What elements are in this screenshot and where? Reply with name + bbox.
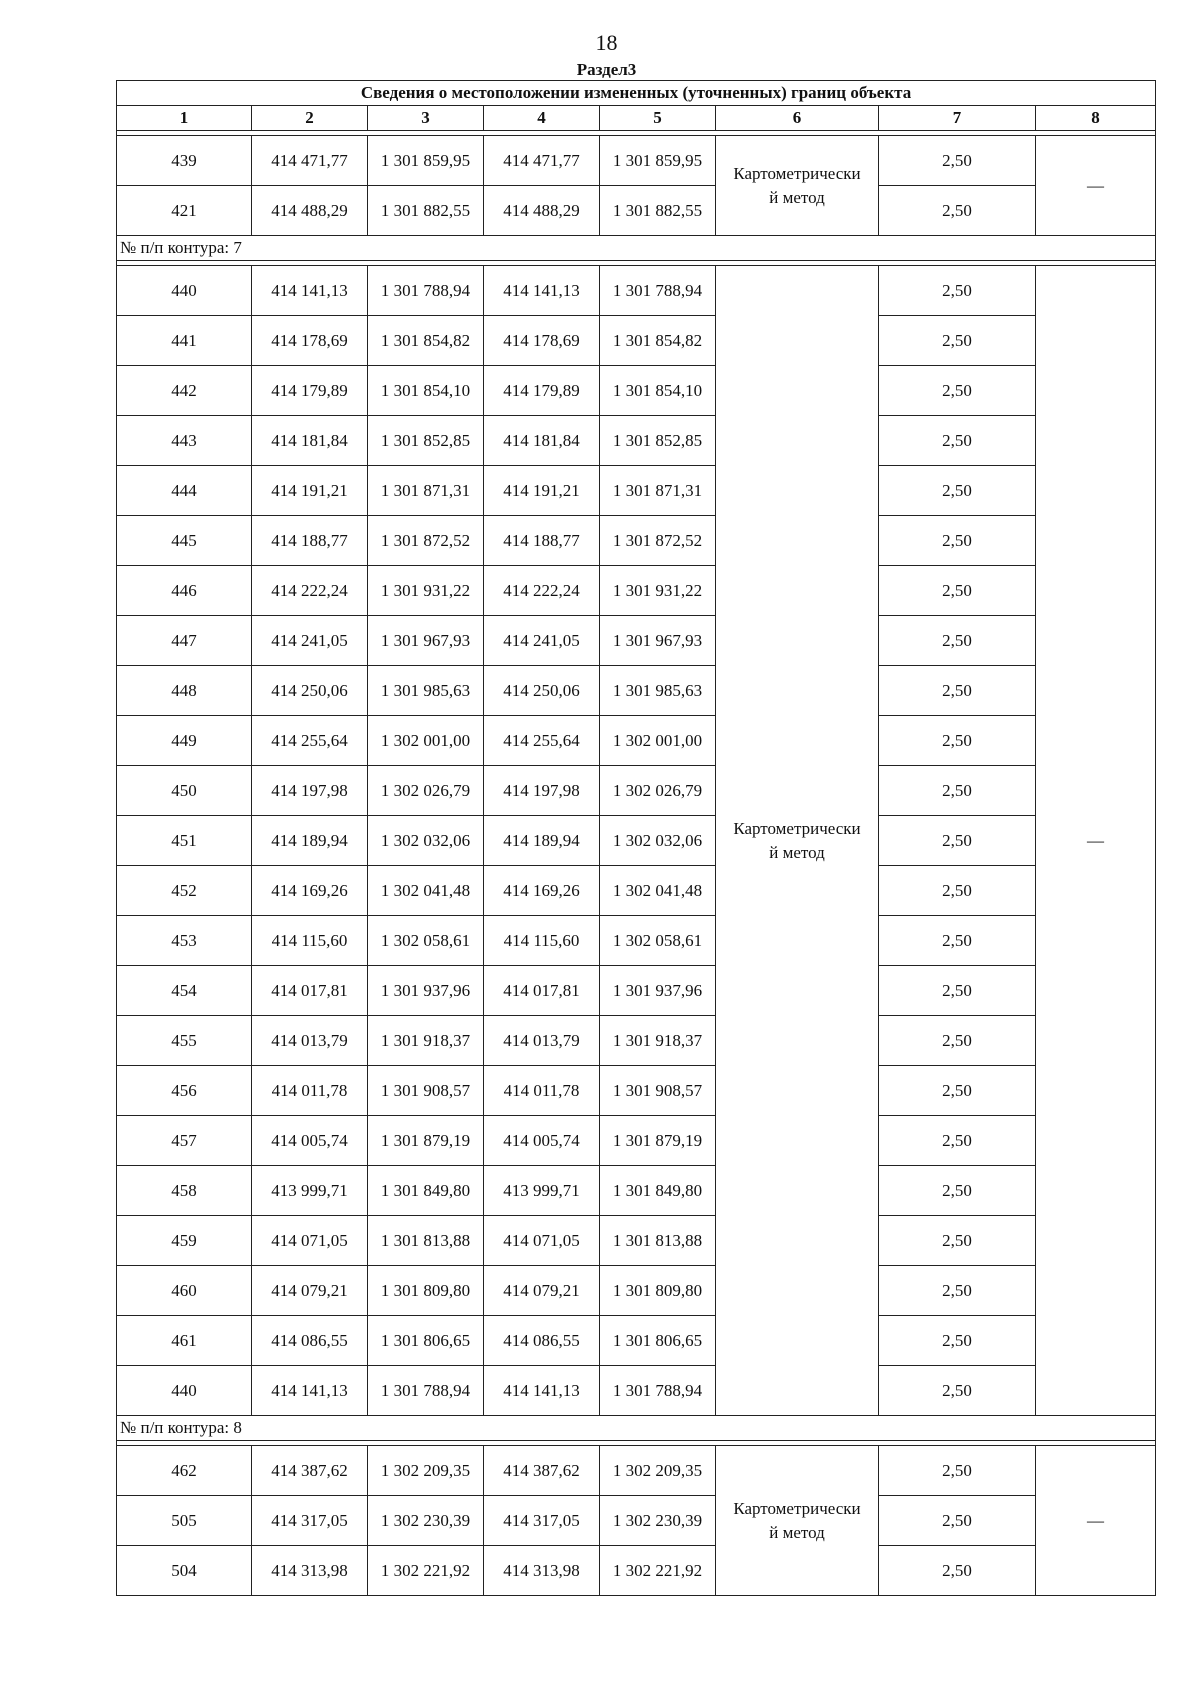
accuracy-cell: 2,50 (879, 1216, 1036, 1266)
y-new-cell: 1 301 813,88 (600, 1216, 716, 1266)
table-row (117, 1016, 1156, 1066)
x-old-cell: 414 179,89 (252, 366, 368, 416)
contour-label-text: № п/п контура: (120, 238, 230, 257)
x-new-cell: 414 181,84 (484, 416, 600, 466)
column-number-row (117, 106, 1156, 131)
x-new-cell: 414 141,13 (484, 266, 600, 316)
accuracy-cell: 2,50 (879, 1496, 1036, 1546)
table-row (117, 716, 1156, 766)
x-old-cell: 414 011,78 (252, 1066, 368, 1116)
contour-label-text: № п/п контура: (120, 1418, 230, 1437)
point-number-cell: 504 (117, 1546, 252, 1596)
notes-dash-cell: — (1036, 136, 1156, 236)
x-old-cell: 414 387,62 (252, 1446, 368, 1496)
x-new-cell: 414 005,74 (484, 1116, 600, 1166)
accuracy-cell: 2,50 (879, 466, 1036, 516)
y-old-cell: 1 301 809,80 (368, 1266, 484, 1316)
accuracy-cell: 2,50 (879, 716, 1036, 766)
accuracy-cell: 2,50 (879, 966, 1036, 1016)
notes-dash-cell: — (1036, 1446, 1156, 1596)
x-old-cell: 414 241,05 (252, 616, 368, 666)
accuracy-cell: 2,50 (879, 1116, 1036, 1166)
point-number-cell: 446 (117, 566, 252, 616)
column-number: 5 (600, 106, 716, 131)
accuracy-cell: 2,50 (879, 1266, 1036, 1316)
table-row (117, 266, 1156, 316)
y-new-cell: 1 301 918,37 (600, 1016, 716, 1066)
table-row (117, 316, 1156, 366)
point-number-cell: 450 (117, 766, 252, 816)
x-new-cell: 414 241,05 (484, 616, 600, 666)
table-row (117, 1546, 1156, 1596)
table-row (117, 816, 1156, 866)
y-old-cell: 1 302 058,61 (368, 916, 484, 966)
y-new-cell: 1 302 221,92 (600, 1546, 716, 1596)
point-number-cell: 455 (117, 1016, 252, 1066)
accuracy-cell: 2,50 (879, 766, 1036, 816)
contour-label (117, 236, 1156, 261)
y-new-cell: 1 302 032,06 (600, 816, 716, 866)
y-old-cell: 1 302 230,39 (368, 1496, 484, 1546)
accuracy-cell: 2,50 (879, 266, 1036, 316)
point-number-cell: 451 (117, 816, 252, 866)
point-number-cell: 448 (117, 666, 252, 716)
y-new-cell: 1 301 788,94 (600, 1366, 716, 1416)
contour-row (117, 1416, 1156, 1441)
point-number-cell: 444 (117, 466, 252, 516)
x-old-cell: 414 188,77 (252, 516, 368, 566)
x-new-cell: 414 197,98 (484, 766, 600, 816)
y-new-cell: 1 301 908,57 (600, 1066, 716, 1116)
x-old-cell: 414 141,13 (252, 266, 368, 316)
point-number-cell: 462 (117, 1446, 252, 1496)
x-new-cell: 414 471,77 (484, 136, 600, 186)
y-new-cell: 1 301 882,55 (600, 186, 716, 236)
x-new-cell: 414 115,60 (484, 916, 600, 966)
table-row (117, 1066, 1156, 1116)
y-new-cell: 1 301 872,52 (600, 516, 716, 566)
column-number: 8 (1036, 106, 1156, 131)
y-new-cell: 1 301 931,22 (600, 566, 716, 616)
y-new-cell: 1 301 806,65 (600, 1316, 716, 1366)
y-old-cell: 1 301 813,88 (368, 1216, 484, 1266)
y-new-cell: 1 301 879,19 (600, 1116, 716, 1166)
point-number-cell: 457 (117, 1116, 252, 1166)
x-new-cell: 414 488,29 (484, 186, 600, 236)
y-new-cell: 1 301 859,95 (600, 136, 716, 186)
contour-label (117, 1416, 1156, 1441)
y-old-cell: 1 302 221,92 (368, 1546, 484, 1596)
y-old-cell: 1 301 882,55 (368, 186, 484, 236)
x-old-cell: 414 115,60 (252, 916, 368, 966)
x-new-cell: 414 188,77 (484, 516, 600, 566)
contour-number: 8 (233, 1418, 242, 1437)
accuracy-cell: 2,50 (879, 616, 1036, 666)
point-number-cell: 440 (117, 1366, 252, 1416)
y-new-cell: 1 302 041,48 (600, 866, 716, 916)
y-old-cell: 1 302 209,35 (368, 1446, 484, 1496)
y-old-cell: 1 301 931,22 (368, 566, 484, 616)
table-row (117, 566, 1156, 616)
x-new-cell: 414 317,05 (484, 1496, 600, 1546)
y-old-cell: 1 301 852,85 (368, 416, 484, 466)
column-number: 4 (484, 106, 600, 131)
x-new-cell: 414 387,62 (484, 1446, 600, 1496)
point-number-cell: 442 (117, 366, 252, 416)
x-old-cell: 414 250,06 (252, 666, 368, 716)
y-old-cell: 1 301 918,37 (368, 1016, 484, 1066)
x-old-cell: 414 079,21 (252, 1266, 368, 1316)
section-title: Раздел3 (576, 60, 637, 79)
accuracy-cell: 2,50 (879, 366, 1036, 416)
table-row (117, 1166, 1156, 1216)
y-old-cell: 1 301 985,63 (368, 666, 484, 716)
method-cell (716, 136, 879, 236)
table-caption: Сведения о местоположении измененных (уточненных) границ объекта (117, 81, 1156, 106)
y-new-cell: 1 301 849,80 (600, 1166, 716, 1216)
point-number-cell: 439 (117, 136, 252, 186)
y-new-cell: 1 301 985,63 (600, 666, 716, 716)
x-new-cell: 414 013,79 (484, 1016, 600, 1066)
x-old-cell: 414 169,26 (252, 866, 368, 916)
y-old-cell: 1 301 859,95 (368, 136, 484, 186)
x-old-cell: 414 017,81 (252, 966, 368, 1016)
notes-dash-cell: — (1036, 266, 1156, 1416)
accuracy-cell: 2,50 (879, 916, 1036, 966)
accuracy-cell: 2,50 (879, 186, 1036, 236)
y-old-cell: 1 301 854,10 (368, 366, 484, 416)
y-new-cell: 1 302 026,79 (600, 766, 716, 816)
x-new-cell: 414 141,13 (484, 1366, 600, 1416)
x-new-cell: 413 999,71 (484, 1166, 600, 1216)
y-new-cell: 1 301 788,94 (600, 266, 716, 316)
x-old-cell: 414 178,69 (252, 316, 368, 366)
accuracy-cell: 2,50 (879, 136, 1036, 186)
y-old-cell: 1 301 937,96 (368, 966, 484, 1016)
accuracy-cell: 2,50 (879, 1366, 1036, 1416)
x-new-cell: 414 255,64 (484, 716, 600, 766)
table-row (117, 616, 1156, 666)
accuracy-cell: 2,50 (879, 566, 1036, 616)
table-row (117, 666, 1156, 716)
method-line-2: й метод (769, 842, 825, 862)
table-row (117, 1446, 1156, 1496)
table-row (117, 966, 1156, 1016)
y-new-cell: 1 301 854,10 (600, 366, 716, 416)
y-old-cell: 1 301 788,94 (368, 1366, 484, 1416)
column-number: 2 (252, 106, 368, 131)
method-line-1: Картометрически (733, 1498, 861, 1518)
accuracy-cell: 2,50 (879, 1066, 1036, 1116)
y-old-cell: 1 301 849,80 (368, 1166, 484, 1216)
y-old-cell: 1 301 872,52 (368, 516, 484, 566)
y-old-cell: 1 301 871,31 (368, 466, 484, 516)
x-old-cell: 414 005,74 (252, 1116, 368, 1166)
y-old-cell: 1 301 879,19 (368, 1116, 484, 1166)
column-number: 1 (117, 106, 252, 131)
point-number-cell: 441 (117, 316, 252, 366)
method-line-1: Картометрически (733, 818, 861, 838)
point-number-cell: 461 (117, 1316, 252, 1366)
x-new-cell: 414 189,94 (484, 816, 600, 866)
y-old-cell: 1 302 001,00 (368, 716, 484, 766)
point-number-cell: 459 (117, 1216, 252, 1266)
table-row (117, 466, 1156, 516)
method-line-1: Картометрически (733, 163, 861, 183)
x-new-cell: 414 086,55 (484, 1316, 600, 1366)
column-number: 6 (716, 106, 879, 131)
y-new-cell: 1 302 209,35 (600, 1446, 716, 1496)
accuracy-cell: 2,50 (879, 316, 1036, 366)
y-new-cell: 1 301 854,82 (600, 316, 716, 366)
point-number-cell: 456 (117, 1066, 252, 1116)
point-number-cell: 445 (117, 516, 252, 566)
y-new-cell: 1 301 937,96 (600, 966, 716, 1016)
table-row (117, 1266, 1156, 1316)
x-old-cell: 413 999,71 (252, 1166, 368, 1216)
x-old-cell: 414 313,98 (252, 1546, 368, 1596)
method-line-2: й метод (769, 1522, 825, 1542)
table-row (117, 766, 1156, 816)
table-row (117, 136, 1156, 186)
x-old-cell: 414 071,05 (252, 1216, 368, 1266)
y-old-cell: 1 301 806,65 (368, 1316, 484, 1366)
table-row (117, 916, 1156, 966)
x-old-cell: 414 471,77 (252, 136, 368, 186)
method-cell (716, 266, 879, 1416)
point-number-cell: 440 (117, 266, 252, 316)
x-new-cell: 414 169,26 (484, 866, 600, 916)
accuracy-cell: 2,50 (879, 1166, 1036, 1216)
y-old-cell: 1 301 967,93 (368, 616, 484, 666)
contour-row (117, 236, 1156, 261)
table-row (117, 1216, 1156, 1266)
table-row (117, 1366, 1156, 1416)
table-row (117, 1116, 1156, 1166)
y-new-cell: 1 301 967,93 (600, 616, 716, 666)
accuracy-cell: 2,50 (879, 1546, 1036, 1596)
point-number-cell: 460 (117, 1266, 252, 1316)
accuracy-cell: 2,50 (879, 816, 1036, 866)
contour-number: 7 (233, 238, 242, 257)
x-new-cell: 414 071,05 (484, 1216, 600, 1266)
accuracy-cell: 2,50 (879, 1316, 1036, 1366)
page-number: 18 (595, 30, 618, 55)
x-old-cell: 414 222,24 (252, 566, 368, 616)
table-row (117, 366, 1156, 416)
x-old-cell: 414 189,94 (252, 816, 368, 866)
accuracy-cell: 2,50 (879, 666, 1036, 716)
y-old-cell: 1 301 788,94 (368, 266, 484, 316)
x-old-cell: 414 317,05 (252, 1496, 368, 1546)
x-new-cell: 414 017,81 (484, 966, 600, 1016)
accuracy-cell: 2,50 (879, 416, 1036, 466)
x-old-cell: 414 197,98 (252, 766, 368, 816)
accuracy-cell: 2,50 (879, 516, 1036, 566)
x-old-cell: 414 086,55 (252, 1316, 368, 1366)
x-new-cell: 414 313,98 (484, 1546, 600, 1596)
accuracy-cell: 2,50 (879, 1016, 1036, 1066)
y-old-cell: 1 302 041,48 (368, 866, 484, 916)
table-row (117, 1316, 1156, 1366)
y-old-cell: 1 301 854,82 (368, 316, 484, 366)
table-row (117, 866, 1156, 916)
y-old-cell: 1 301 908,57 (368, 1066, 484, 1116)
y-old-cell: 1 302 026,79 (368, 766, 484, 816)
table-row (117, 186, 1156, 236)
point-number-cell: 454 (117, 966, 252, 1016)
y-new-cell: 1 302 001,00 (600, 716, 716, 766)
x-new-cell: 414 250,06 (484, 666, 600, 716)
point-number-cell: 453 (117, 916, 252, 966)
table-row (117, 1496, 1156, 1546)
x-old-cell: 414 488,29 (252, 186, 368, 236)
point-number-cell: 447 (117, 616, 252, 666)
x-new-cell: 414 222,24 (484, 566, 600, 616)
x-new-cell: 414 011,78 (484, 1066, 600, 1116)
x-old-cell: 414 191,21 (252, 466, 368, 516)
y-new-cell: 1 301 852,85 (600, 416, 716, 466)
point-number-cell: 505 (117, 1496, 252, 1546)
x-old-cell: 414 255,64 (252, 716, 368, 766)
method-cell (716, 1446, 879, 1596)
x-new-cell: 414 178,69 (484, 316, 600, 366)
table-row (117, 516, 1156, 566)
table-row (117, 416, 1156, 466)
x-old-cell: 414 141,13 (252, 1366, 368, 1416)
method-line-2: й метод (769, 187, 825, 207)
point-number-cell: 458 (117, 1166, 252, 1216)
column-number: 3 (368, 106, 484, 131)
accuracy-cell: 2,50 (879, 866, 1036, 916)
x-new-cell: 414 079,21 (484, 1266, 600, 1316)
x-new-cell: 414 191,21 (484, 466, 600, 516)
x-old-cell: 414 181,84 (252, 416, 368, 466)
point-number-cell: 421 (117, 186, 252, 236)
accuracy-cell: 2,50 (879, 1446, 1036, 1496)
y-new-cell: 1 302 058,61 (600, 916, 716, 966)
x-new-cell: 414 179,89 (484, 366, 600, 416)
y-new-cell: 1 301 871,31 (600, 466, 716, 516)
point-number-cell: 452 (117, 866, 252, 916)
column-number: 7 (879, 106, 1036, 131)
y-new-cell: 1 302 230,39 (600, 1496, 716, 1546)
y-old-cell: 1 302 032,06 (368, 816, 484, 866)
point-number-cell: 443 (117, 416, 252, 466)
y-new-cell: 1 301 809,80 (600, 1266, 716, 1316)
point-number-cell: 449 (117, 716, 252, 766)
x-old-cell: 414 013,79 (252, 1016, 368, 1066)
coordinates-table (116, 80, 1156, 1596)
